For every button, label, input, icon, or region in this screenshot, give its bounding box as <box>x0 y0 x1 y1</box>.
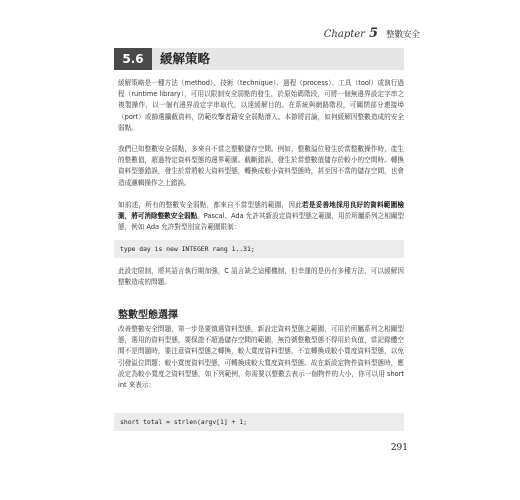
chapter-number: 5 <box>368 26 378 41</box>
page-number: 291 <box>390 443 408 453</box>
paragraph-c-lacks: 此設定限制，將其語言執行期加強，C 語言缺乏這種機制，但幸運的是仍有多種方法，可以緩解因整數造成的問題。 <box>118 267 404 287</box>
subheading: 整數型態選擇 <box>118 310 178 321</box>
chapter-title: 整數安全 <box>385 30 420 40</box>
emphasis-text: 若是妥善地採用良好的資料範圍檢測，將可消除整數安全弱點 <box>118 201 405 221</box>
section-title: 緩解策略 <box>160 51 211 66</box>
paragraph-range-check: 如前述，所有的整數安全弱點，都來自不當型態的範圍，因此若是妥善地採用良好的資料範圍檢測，將可消除整數安全弱點。Pascal、Ada 允許其新設定資料型態之範圍，用於所屬系列之相關型態，例如 Ada 允許對型別宣告範圍限制： <box>118 201 405 232</box>
section-number: 5.6 <box>114 48 152 70</box>
paragraph-type-choice: 改善整數安全問題，第一步是要慎選資料型態，新設定資料型態之範圍，可用於所屬系列之相關型態，選用的資料型態，要保證不超過儲存空間的範圍，無符號整數型態不得用於負值，當記錄體空間不是問題時，要注意資料型態之轉換，較大寬度資料型態，不宜轉換成較小寬度資料型態，以免引發溢位問題；較小寬度資料型態，可轉換成較大寬度資料型態。故在新設定物件資料型態時，應設定為較小寬度之資料型態，如下列範例，你需要以整數去表示一個物件的大小，你可以用 short int 來表示： <box>118 325 404 390</box>
running-header <box>324 26 420 41</box>
paragraph-intro: 緩解策略是一種方法（method）、技術（technique）、過程（process）、工具（tool）或執行過程（runtime library），可用以限制安全弱點的發生，於原始碼階段，可將一個無邊界設定字串之複製操作，以一個有邊界設定字串取代，以達緩解目的。在系統與網路階段，可關閉部分連接埠（port）或篩選攔截資料，防範攻擊者藉安全弱點潛入。本節將討論，如何緩解因整數造成的安全弱點。 <box>118 79 404 132</box>
paragraph-integer-weakness: 我們已知整數安全弱點，多來自不當之整數儲存空間。例如，整數溢位發生於當整數操作時，產生的整數值，超過特定資料型態的邊界範圍。截斷錯誤，發生於當整數值儲存於較小的空間時。轉換資料型態錯誤，發生於當將較大資料型態，轉換成較小資料型態時，甚至因不當的儲存空間，也會造成邏輯操作之上錯誤。 <box>118 145 404 187</box>
section-heading-bar <box>114 48 404 70</box>
code-block-c: short total = strlen(argv[1] + 1; <box>114 413 404 431</box>
chapter-label: Chapter <box>323 29 365 40</box>
code-block-ada: type day is new INTEGER rang 1..31; <box>114 240 404 258</box>
